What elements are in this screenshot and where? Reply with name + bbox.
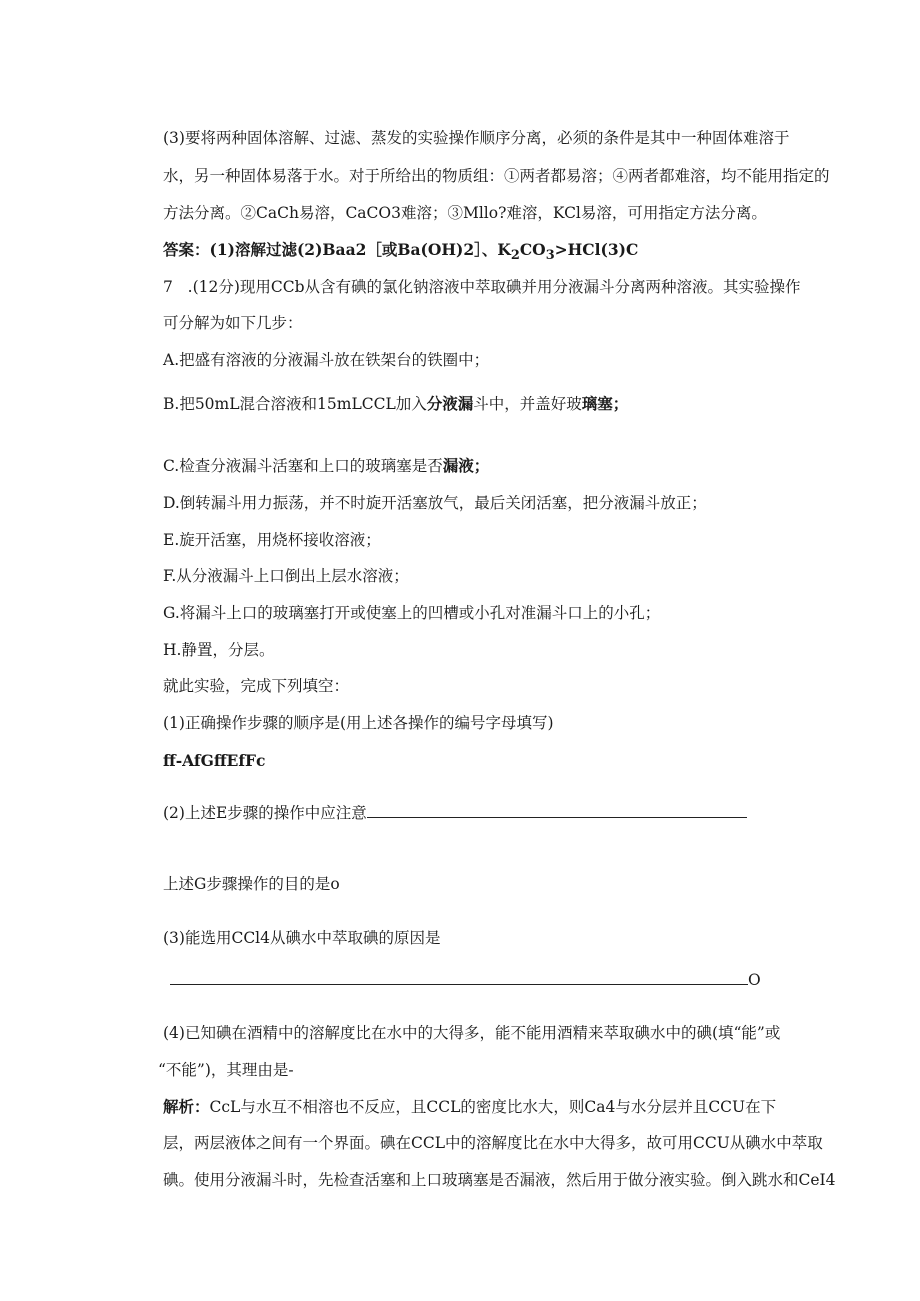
analysis-line2: 层，两层液体之间有一个界面。碘在CCL中的溶解度比在水中大得多，故可用CCU从碘水中萃取: [163, 1134, 823, 1152]
step-d: D.倒转漏斗用力振荡，并不时旋开活塞放气，最后关闭活塞，把分液漏斗放正；: [163, 494, 707, 512]
answer-line: [163, 240, 638, 266]
answer-blank-3[interactable]: [170, 970, 748, 985]
q7-text: .(12分)现用CCb从含有碘的氯化钠溶液中萃取碘并用分液漏斗分离两种溶液。其实验操作: [187, 278, 801, 296]
sub-question-2-g: 上述G步骤操作的目的是o: [163, 875, 340, 893]
instruction: 就此实验，完成下列填空：: [163, 677, 350, 695]
section3-line2: 水，另一种固体易落于水。对于所给出的物质组：①两者都易溶；④两者都难溶，均不能用指定的: [163, 167, 830, 185]
analysis-line1: 解析：CcL与水互不相溶也不反应，且CCL的密度比水大，则Ca4与水分层并且CCU在下: [163, 1097, 777, 1116]
answer-text: (1)溶解过滤(2)Baa2［或Ba(OH)2］、$K_2CO_3>HCl(3)C$: [209, 240, 639, 264]
q7-line2: 可分解为如下几步：: [163, 314, 303, 332]
step-f: F.从分液漏斗上口倒出上层水溶液；: [163, 567, 409, 585]
order-answer: ff-AfGffEfFc: [163, 751, 266, 770]
analysis-line3: 碘。使用分液漏斗时，先检查活塞和上口玻璃塞是否漏液，然后用于做分液实验。倒入跳水和CeI4: [163, 1171, 836, 1189]
answer-label: 答案：: [163, 240, 210, 259]
answer-blank-2[interactable]: [367, 803, 747, 818]
q7-line1: [163, 277, 801, 297]
sub-question-4-line1: (4)已知碘在酒精中的溶解度比在水中的大得多，能不能用酒精来萃取碘水中的碘(填“能”或: [163, 1024, 781, 1042]
sub-question-3: (3)能选用CCl4从碘水中萃取碘的原因是: [163, 929, 441, 947]
answer-blank-3-line: O: [170, 970, 761, 990]
section3-line3: 方法分离。②CaCh易溶，CaCO3难溶；③Mllo?难溶，KCl易溶，可用指定方法分离。: [163, 204, 767, 222]
step-c: C.检查分液漏斗活塞和上口的玻璃塞是否漏液；: [163, 456, 490, 475]
sub-question-4-line2: “不能”)，其理由是-: [158, 1061, 294, 1079]
sub-question-2: (2)上述E步骤的操作中应注意: [163, 803, 747, 823]
step-a: A.把盛有溶液的分液漏斗放在铁架台的铁圈中；: [163, 351, 490, 369]
sub-question-1: (1)正确操作步骤的顺序是(用上述各操作的编号字母填写): [163, 714, 554, 732]
analysis-label: 解析：: [163, 1097, 210, 1116]
step-b: B.把50mL混合溶液和15mLCCL加入分液漏斗中，并盖好玻璃塞；: [163, 394, 629, 413]
q7-number: 7: [163, 278, 173, 296]
step-e: E.旋开活塞，用烧杯接收溶液；: [163, 531, 381, 549]
section3-line1: (3)要将两种固体溶解、过滤、蒸发的实验操作顺序分离，必须的条件是其中一种固体难溶于: [163, 129, 790, 147]
step-h: H.静置，分层。: [163, 641, 275, 659]
step-g: G.将漏斗上口的玻璃塞打开或使塞上的凹槽或小孔对准漏斗口上的小孔；: [163, 604, 661, 622]
